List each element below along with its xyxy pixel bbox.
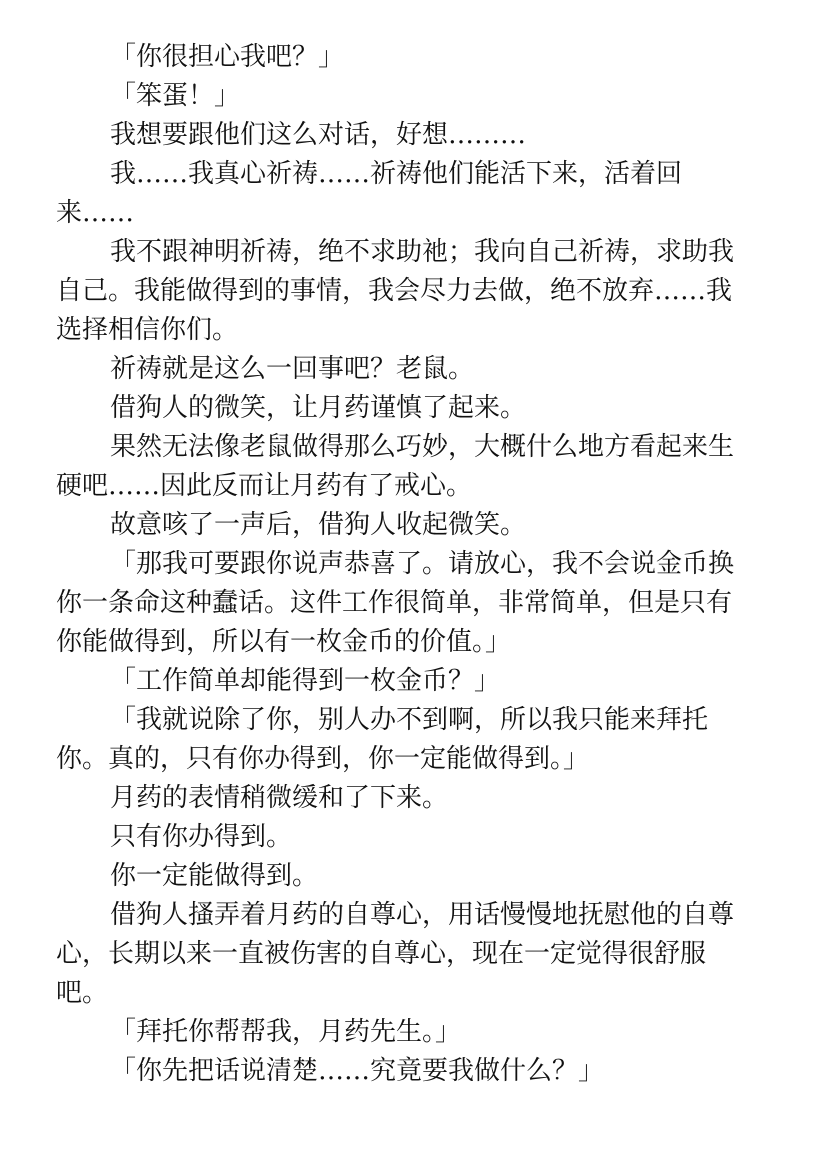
paragraph: 借狗人的微笑，让月药谨慎了起来。	[110, 393, 527, 423]
paragraph: 「那我可要跟你说声恭喜了。请放心，我不会说金币换你一条命这种蠢话。这件工作很简单，非常简单，但是只有你能做得到，所以有一枚金币的价值。」	[56, 549, 735, 657]
paragraph: 「你很担心我吧？」	[110, 42, 345, 72]
paragraph: 「你先把话说清楚……究竟要我做什么？」	[110, 1056, 605, 1086]
paragraph: 借狗人搔弄着月药的自尊心，用话慢慢地抚慰他的自尊心，长期以来一直被伤害的自尊心，现在一定觉得很舒服吧。	[56, 900, 735, 1008]
paragraph: 只有你办得到。	[110, 822, 293, 852]
paragraph: 月药的表情稍微缓和了下来。	[110, 783, 449, 813]
paragraph: 「笨蛋！」	[110, 81, 241, 111]
paragraph: 我……我真心祈祷……祈祷他们能活下来，活着回来……	[56, 159, 683, 228]
paragraph: 果然无法像老鼠做得那么巧妙，大概什么地方看起来生硬吧……因此反而让月药有了戒心。	[56, 432, 735, 501]
paragraph: 我想要跟他们这么对话，好想………	[110, 120, 527, 150]
paragraph: 「工作简单却能得到一枚金币？」	[110, 666, 501, 696]
paragraph: 故意咳了一声后，借狗人收起微笑。	[110, 510, 527, 540]
paragraph: 祈祷就是这么一回事吧？老鼠。	[110, 354, 475, 384]
paragraph: 「拜托你帮帮我，月药先生。」	[110, 1017, 462, 1047]
paragraph: 我不跟神明祈祷，绝不求助祂；我向自己祈祷，求助我自己。我能做得到的事情，我会尽力去做，绝不放弃……我选择相信你们。	[56, 237, 735, 345]
document-page	[56, 38, 756, 1091]
paragraph: 「我就说除了你，别人办不到啊，所以我只能来拜托你。真的，只有你办得到，你一定能做得到。」	[56, 705, 709, 774]
paragraph: 你一定能做得到。	[110, 861, 319, 891]
